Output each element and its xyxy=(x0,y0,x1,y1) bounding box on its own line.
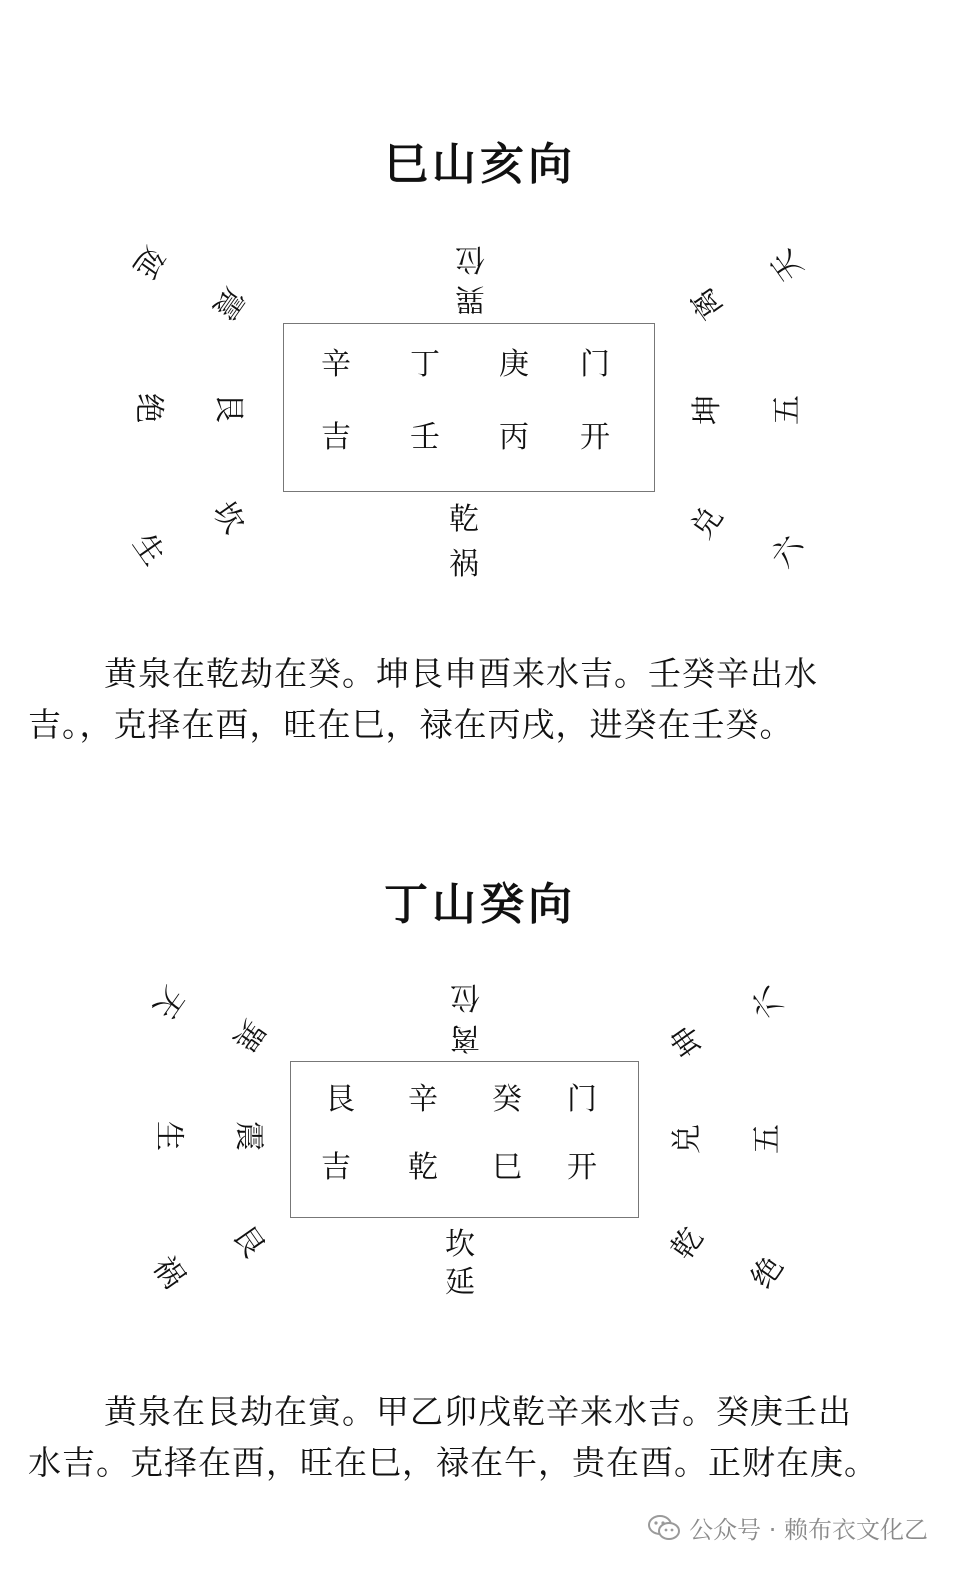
wechat-icon xyxy=(647,1514,681,1542)
s2-right-inner-2: 兑 xyxy=(670,1124,705,1154)
s2-grid-r2c4: 开 xyxy=(567,1150,597,1185)
s1-left-inner-1: 震 xyxy=(205,280,252,326)
s2-right-inner-1: 坤 xyxy=(664,1017,711,1063)
s1-left-inner-3: 坎 xyxy=(205,495,252,541)
s2-top-2: 离 xyxy=(450,1020,480,1055)
s2-left-inner-3: 艮 xyxy=(225,1219,272,1265)
s2-right-outer-3: 绝 xyxy=(744,1250,791,1296)
s1-grid-r2c3: 丙 xyxy=(499,420,529,455)
s2-grid-r1c3: 癸 xyxy=(492,1082,522,1117)
s1-top-2: 巽 xyxy=(455,281,485,316)
s1-paragraph xyxy=(28,648,933,750)
s2-grid-r2c2: 乾 xyxy=(408,1150,438,1185)
section1-title: 巳山亥向 xyxy=(384,139,576,190)
s1-right-outer-2: 五 xyxy=(770,395,805,425)
s1-bottom-1: 乾 xyxy=(449,502,479,537)
footer-text: 公众号 · 赖布衣文化乙 xyxy=(689,1516,928,1544)
s1-grid-r2c1: 吉 xyxy=(321,420,351,455)
s1-grid-r2c4: 开 xyxy=(580,420,610,455)
s2-left-inner-1: 巽 xyxy=(225,1012,272,1058)
s1-top-1: 位 xyxy=(455,241,485,276)
s2-left-outer-3: 祸 xyxy=(145,1250,192,1296)
s1-grid-r2c2: 壬 xyxy=(410,420,440,455)
s1-right-outer-3: 六 xyxy=(764,529,811,575)
s1-para-line1: 黄泉在乾劫在癸。坤艮申酉来水吉。壬癸辛出水 xyxy=(104,654,818,693)
s1-left-outer-2: 绝 xyxy=(131,393,166,423)
s2-grid-r2c1: 吉 xyxy=(321,1150,351,1185)
s1-grid-r1c2: 丁 xyxy=(410,347,440,382)
s2-para-line1: 黄泉在艮劫在寅。甲乙卯戌乾辛来水吉。癸庚壬出 xyxy=(104,1392,852,1431)
s2-bottom-2: 延 xyxy=(445,1265,475,1300)
footer-attribution xyxy=(647,1510,928,1545)
s1-left-inner-2: 艮 xyxy=(211,393,246,423)
section2-title: 丁山癸向 xyxy=(384,879,576,930)
s2-right-inner-3: 乾 xyxy=(664,1221,711,1267)
s1-bottom-2: 祸 xyxy=(449,547,479,582)
s2-left-outer-1: 天 xyxy=(145,979,192,1025)
s1-right-inner-1: 离 xyxy=(684,280,731,326)
s1-para-line2: 吉。，克择在酉，旺在巳，禄在丙戌，进癸在壬癸。 xyxy=(28,705,794,744)
s1-left-outer-3: 生 xyxy=(125,527,172,573)
s1-right-outer-1: 天 xyxy=(764,242,811,288)
s2-bottom-1: 坎 xyxy=(445,1227,475,1262)
s1-right-inner-2: 坤 xyxy=(690,395,725,425)
s2-paragraph xyxy=(28,1386,933,1488)
s2-grid-r1c1: 艮 xyxy=(325,1082,355,1117)
s2-grid-r1c4: 门 xyxy=(567,1082,597,1117)
s2-right-outer-2: 五 xyxy=(750,1124,785,1154)
s2-top-1: 位 xyxy=(450,979,480,1014)
s1-right-inner-3: 兑 xyxy=(684,500,731,546)
s2-para-line2: 水吉。克择在酉，旺在巳，禄在午，贵在酉。正财在庚。 xyxy=(28,1443,878,1482)
s2-grid-r1c2: 辛 xyxy=(408,1082,438,1117)
s1-left-outer-1: 延 xyxy=(125,239,172,285)
s2-right-outer-1: 六 xyxy=(744,979,791,1025)
s1-grid-r1c1: 辛 xyxy=(321,347,351,382)
s2-left-inner-2: 震 xyxy=(231,1121,266,1151)
s1-grid-r1c4: 门 xyxy=(580,347,610,382)
s2-left-outer-2: 生 xyxy=(151,1121,186,1151)
s1-grid-r1c3: 庚 xyxy=(499,347,529,382)
s2-grid-r2c3: 巳 xyxy=(492,1150,522,1185)
